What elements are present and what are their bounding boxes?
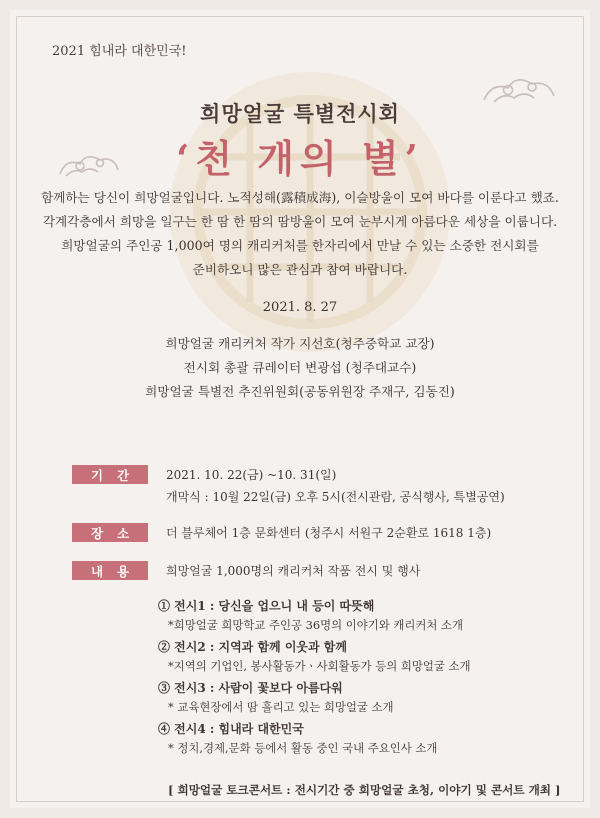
program-title: ② 전시2 : 지역과 함께 이웃과 함께 [158,640,347,654]
list-item [158,637,570,675]
venue-address: 더 블루체어 1층 문화센터 (청주시 서원구 2순환로 1618 1층) [166,526,492,540]
info-row-period [72,464,570,508]
list-item [158,678,570,716]
venue-details [166,522,491,544]
program-title: ① 전시1 : 당신을 업으니 내 등이 따뜻해 [158,599,375,613]
label-venue: 장 소 [72,523,148,542]
exhibition-title: ‘천 개의 별’ [176,136,424,181]
info-row-content [72,560,570,582]
program-description: *지역의 기업인, 봉사활동가ㆍ사회활동가 등의 희망얼굴 소개 [168,659,471,673]
program-title: ③ 전시3 : 사람이 꽃보다 아름다워 [158,681,343,695]
program-description: *희망얼굴 희망학교 주인공 36명의 이야기와 캐리커처 소개 [168,618,463,632]
credit-line: 희망얼굴 캐리커처 작가 지선호(청주중학교 교장) [165,336,435,351]
intro-paragraph [40,186,560,282]
intro-line: 각계각층에서 희망을 일구는 한 땀 한 땀의 땀방울이 모여 눈부시게 아름다운 세상을 이룹니다. [42,214,558,229]
program-description: * 정치,경제,문화 등에서 활동 중인 국내 주요인사 소개 [168,741,438,755]
period-details [166,464,505,508]
label-period: 기 간 [72,465,148,484]
announcement-date: 2021. 8. 27 [262,300,338,315]
opening-ceremony: 개막식 : 10월 22일(금) 오후 5시(전시관람, 공식행사, 특별공연) [166,490,505,504]
content-details [166,560,420,582]
intro-line: 함께하는 당신이 희망얼굴입니다. 노적성해(露積成海), 이슬방울이 모여 바다를 이룬다고 했죠. [41,190,559,205]
period-dates: 2021. 10. 22(금) ~10. 31(일) [166,468,337,482]
tagline: 2021 힘내라 대한민국! [52,44,187,59]
program-description: * 교육현장에서 땀 흘리고 있는 희망얼굴 소개 [168,700,394,714]
credit-line: 희망얼굴 특별전 추진위원회(공동위원장 주재구, 김동진) [145,384,455,399]
program-title: ④ 전시4 : 힘내라 대한민국 [158,722,304,736]
intro-line: 희망얼굴의 주인공 1,000여 명의 캐리커처를 한자리에서 만날 수 있는 소중한 전시회를 [61,238,539,253]
credit-line: 전시회 총괄 큐레이터 변광섭 (청주대교수) [183,360,417,375]
list-item [158,719,570,757]
info-row-venue [72,522,570,544]
list-item [158,596,570,634]
talk-concert-note: [ 희망얼굴 토크콘서트 : 전시기간 중 희망얼굴 초청, 이야기 및 콘서트 개최 ] [168,783,561,797]
program-list [158,596,570,760]
content-summary: 희망얼굴 1,000명의 캐리커처 작품 전시 및 행사 [166,564,421,578]
credits [10,332,590,404]
label-content: 내 용 [72,561,148,580]
intro-line: 준비하오니 많은 관심과 참여 바랍니다. [192,262,408,277]
exhibition-subtitle: 희망얼굴 특별전시회 [200,101,400,126]
